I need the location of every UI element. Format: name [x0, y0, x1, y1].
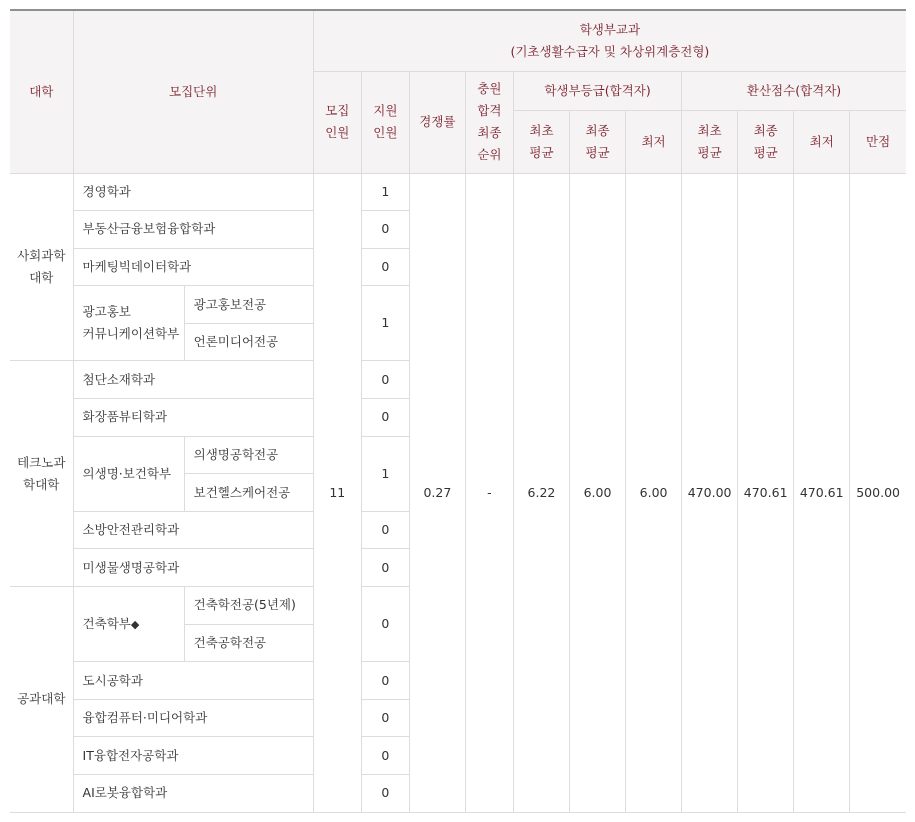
- header-score-first-avg: 최초 평균: [682, 110, 738, 173]
- score-final-avg: 470.61: [738, 173, 794, 812]
- unit-firesafety: 소방안전관리학과: [73, 511, 313, 549]
- college-techno: 테크노과 학대학: [10, 361, 73, 587]
- unit-convergence: 융합컴퓨터·미디어학과: [73, 699, 313, 737]
- unit-urban: 도시공학과: [73, 662, 313, 700]
- total-competition: 0.27: [409, 173, 465, 812]
- header-unit: 모집단위: [73, 10, 313, 173]
- table-row: [10, 173, 906, 211]
- unit-microbio: 미생물생명공학과: [73, 549, 313, 587]
- applicants-marketing: 0: [361, 248, 409, 286]
- unit-realestate: 부동산금융보험융합학과: [73, 211, 313, 249]
- major-arch-engineering: 건축공학전공: [184, 624, 313, 662]
- header-group: [313, 10, 906, 71]
- header-score-lowest: 최저: [794, 110, 850, 173]
- applicants-architecture: 0: [361, 587, 409, 662]
- applicants-adcomm: 1: [361, 286, 409, 361]
- header-grade-lowest: 최저: [626, 110, 682, 173]
- header-grade-group: 학생부등급(합격자): [513, 71, 681, 110]
- applicants-advmaterials: 0: [361, 361, 409, 399]
- grade-lowest: 6.00: [626, 173, 682, 812]
- applicants-convergence: 0: [361, 699, 409, 737]
- header-score-group: 환산점수(합격자): [682, 71, 906, 110]
- applicants-microbio: 0: [361, 549, 409, 587]
- total-rank: -: [465, 173, 513, 812]
- admission-results-table: [10, 9, 906, 813]
- header-score-final-avg: 최종 평균: [738, 110, 794, 173]
- score-lowest: 470.61: [794, 173, 850, 812]
- unit-itee: IT융합전자공학과: [73, 737, 313, 775]
- header-grade-final-avg: 최종 평균: [570, 110, 626, 173]
- header-group-subtitle: (기초생활수급자 및 차상위계층전형): [510, 43, 710, 59]
- unit-airobot: AI로봇융합학과: [73, 775, 313, 813]
- unit-biomed: 의생명·보건학부: [73, 436, 184, 511]
- header-quota: 모집 인원: [313, 71, 361, 173]
- admission-results-table-container: [10, 9, 906, 813]
- unit-business: 경영학과: [73, 173, 313, 211]
- applicants-cosmetics: 0: [361, 399, 409, 437]
- unit-advmaterials: 첨단소재학과: [73, 361, 313, 399]
- grade-first-avg: 6.22: [513, 173, 569, 812]
- college-social-science: 사회과학 대학: [10, 173, 73, 361]
- applicants-airobot: 0: [361, 775, 409, 813]
- header-rank: 충원 합격 최종 순위: [465, 71, 513, 173]
- grade-final-avg: 6.00: [570, 173, 626, 812]
- applicants-realestate: 0: [361, 211, 409, 249]
- major-media: 언론미디어전공: [184, 323, 313, 361]
- applicants-urban: 0: [361, 662, 409, 700]
- unit-cosmetics: 화장품뷰티학과: [73, 399, 313, 437]
- college-engineering: 공과대학: [10, 587, 73, 813]
- header-full-score: 만점: [850, 110, 906, 173]
- diamond-mark: ◆: [130, 617, 140, 631]
- unit-architecture: 건축학부◆: [73, 587, 184, 662]
- header-college: 대학: [10, 10, 73, 173]
- score-first-avg: 470.00: [682, 173, 738, 812]
- applicants-biomed: 1: [361, 436, 409, 511]
- applicants-firesafety: 0: [361, 511, 409, 549]
- major-biomed-eng: 의생명공학전공: [184, 436, 313, 474]
- unit-marketing: 마케팅빅데이터학과: [73, 248, 313, 286]
- header-applicants: 지원 인원: [361, 71, 409, 173]
- header-grade-first-avg: 최초 평균: [513, 110, 569, 173]
- applicants-business: 1: [361, 173, 409, 211]
- header-competition: 경쟁률: [409, 71, 465, 173]
- major-advertising: 광고홍보전공: [184, 286, 313, 324]
- applicants-itee: 0: [361, 737, 409, 775]
- unit-adcomm: 광고홍보 커뮤니케이션학부: [73, 286, 184, 361]
- total-quota: 11: [313, 173, 361, 812]
- major-healthcare: 보건헬스케어전공: [184, 474, 313, 512]
- full-score: 500.00: [850, 173, 906, 812]
- major-architecture-5yr: 건축학전공(5년제): [184, 587, 313, 625]
- header-group-title: 학생부교과: [579, 21, 641, 37]
